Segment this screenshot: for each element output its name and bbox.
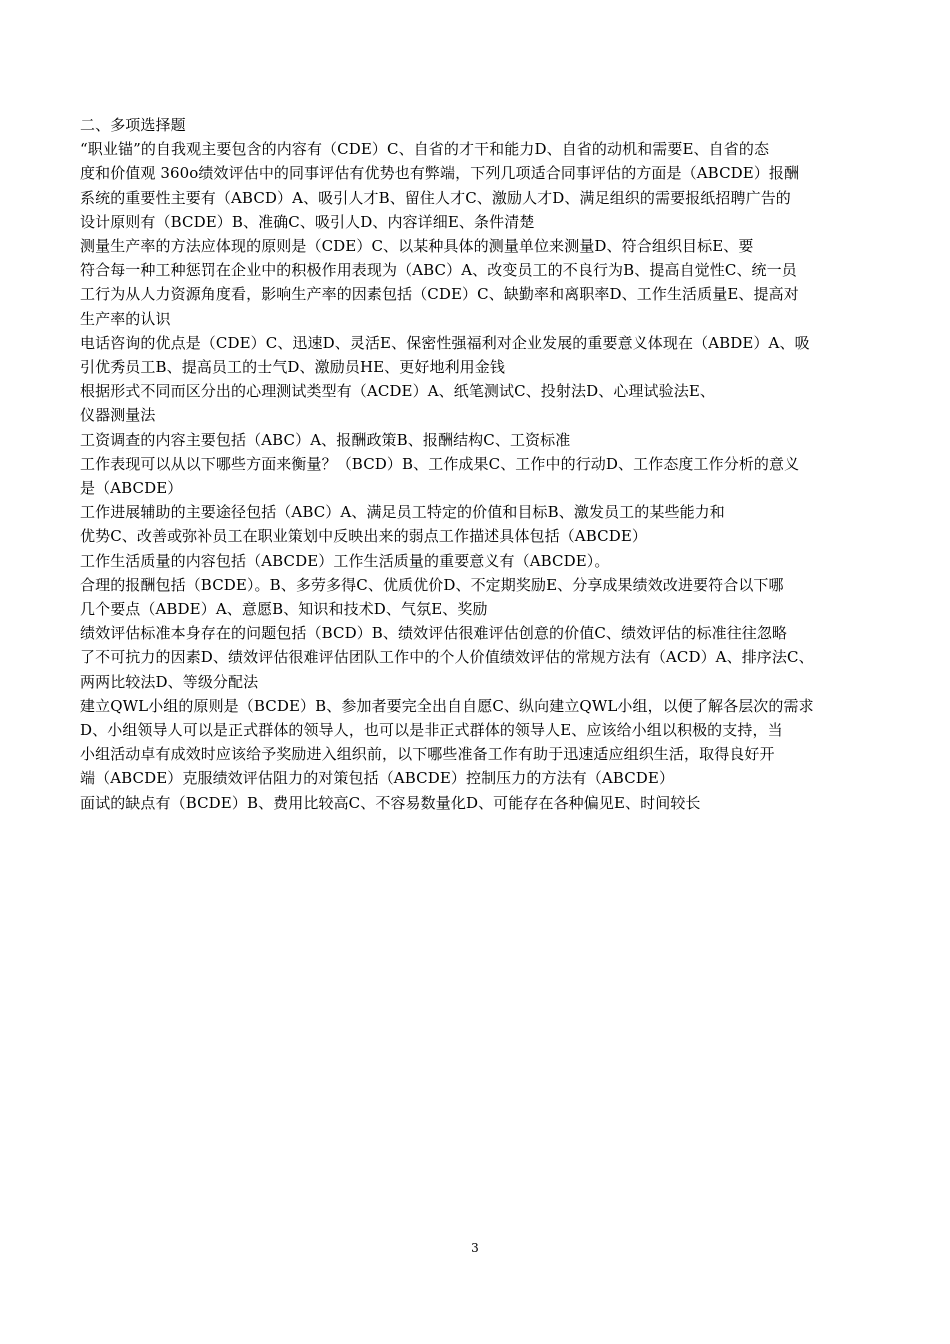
page-number: 3 [471,1241,479,1255]
text-line: “职业锚”的自我观主要包含的内容有（CDE）C、自省的才干和能力D、自省的动机和需要E、自省的态 [80,140,770,159]
text-line: 绩效评估标准本身存在的问题包括（BCD）B、绩效评估很难评估创意的价值C、绩效评估的标准往往忽略 [80,624,788,643]
text-line: 仪器测量法 [80,406,156,425]
text-line: 电话咨询的优点是（CDE）C、迅速D、灵活E、保密性强福利对企业发展的重要意义体现在（ABDE）A、吸 [80,333,810,352]
text-line: 端（ABCDE）克服绩效评估阻力的对策包括（ABCDE）控制压力的方法有（ABCDE） [80,769,675,788]
text-line: 工作表现可以从以下哪些方面来衡量？（BCD）B、工作成果C、工作中的行动D、工作态度工作分析的意义 [80,454,800,473]
text-line: 工行为从人力资源角度看，影响生产率的因素包括（CDE）C、缺勤率和离职率D、工作生活质量E、提高对 [80,285,799,304]
text-line: 生产率的认识 [80,309,171,328]
text-line: 了不可抗力的因素D、绩效评估很难评估团队工作中的个人价值绩效评估的常规方法有（ACD）A、排序法C、 [80,648,814,667]
text-line: 工作生活质量的内容包括（ABCDE）工作生活质量的重要意义有（ABCDE）。 [80,551,610,570]
text-line: 优势C、改善或弥补员工在职业策划中反映出来的弱点工作描述具体包括（ABCDE） [80,527,647,546]
text-line: 工资调查的内容主要包括（ABC）A、报酬政策B、报酬结构C、工资标准 [80,430,571,449]
text-line: 是（ABCDE） [80,479,183,498]
text-line: 测量生产率的方法应体现的原则是（CDE）C、以某种具体的测量单位来测量D、符合组织目标E、要 [80,237,754,256]
text-line: 度和价值观 360o绩效评估中的同事评估有优势也有弊端，下列几项适合同事评估的方面是（ABCDE）报酬 [80,164,800,183]
text-line: 工作进展辅助的主要途径包括（ABC）A、满足员工特定的价值和目标B、激发员工的某些能力和 [80,503,725,522]
text-line: 系统的重要性主要有（ABCD）A、吸引人才B、留住人才C、激励人才D、满足组织的需要报纸招聘广告的 [80,188,791,207]
section-title: 二、多项选择题 [80,116,186,134]
text-line: 面试的缺点有（BCDE）B、费用比较高C、不容易数量化D、可能存在各种偏见E、时间较长 [80,793,701,812]
text-line: 符合每一种工种惩罚在企业中的积极作用表现为（ABC）A、改变员工的不良行为B、提高自觉性C、统一员 [80,261,797,280]
text-line: 根据形式不同而区分出的心理测试类型有（ACDE）A、纸笔测试C、投射法D、心理试验法E、 [80,382,715,401]
text-line: 小组活动卓有成效时应该给予奖励进入组织前，以下哪些准备工作有助于迅速适应组织生活，取得良好开 [80,745,775,764]
text-line: 两两比较法D、等级分配法 [80,672,259,691]
text-line: 设计原则有（BCDE）B、准确C、吸引人D、内容详细E、条件清楚 [80,212,535,231]
text-line: 引优秀员工B、提高员工的士气D、激励员HE、更好地利用金钱 [80,358,505,377]
text-line: 合理的报酬包括（BCDE）。B、多劳多得C、优质优价D、不定期奖励E、分享成果绩效改进要符合以下哪 [80,575,784,594]
text-line: 几个要点（ABDE）A、意愿B、知识和技术D、气氛E、奖励 [80,600,488,619]
text-line: D、小组领导人可以是正式群体的领导人，也可以是非正式群体的领导人E、应该给小组以积极的支持，当 [80,721,783,740]
text-line: 建立QWL小组的原则是（BCDE）B、参加者要完全出自自愿C、纵向建立QWL小组，以便了解各层次的需求 [80,696,814,715]
page-content [80,113,910,815]
